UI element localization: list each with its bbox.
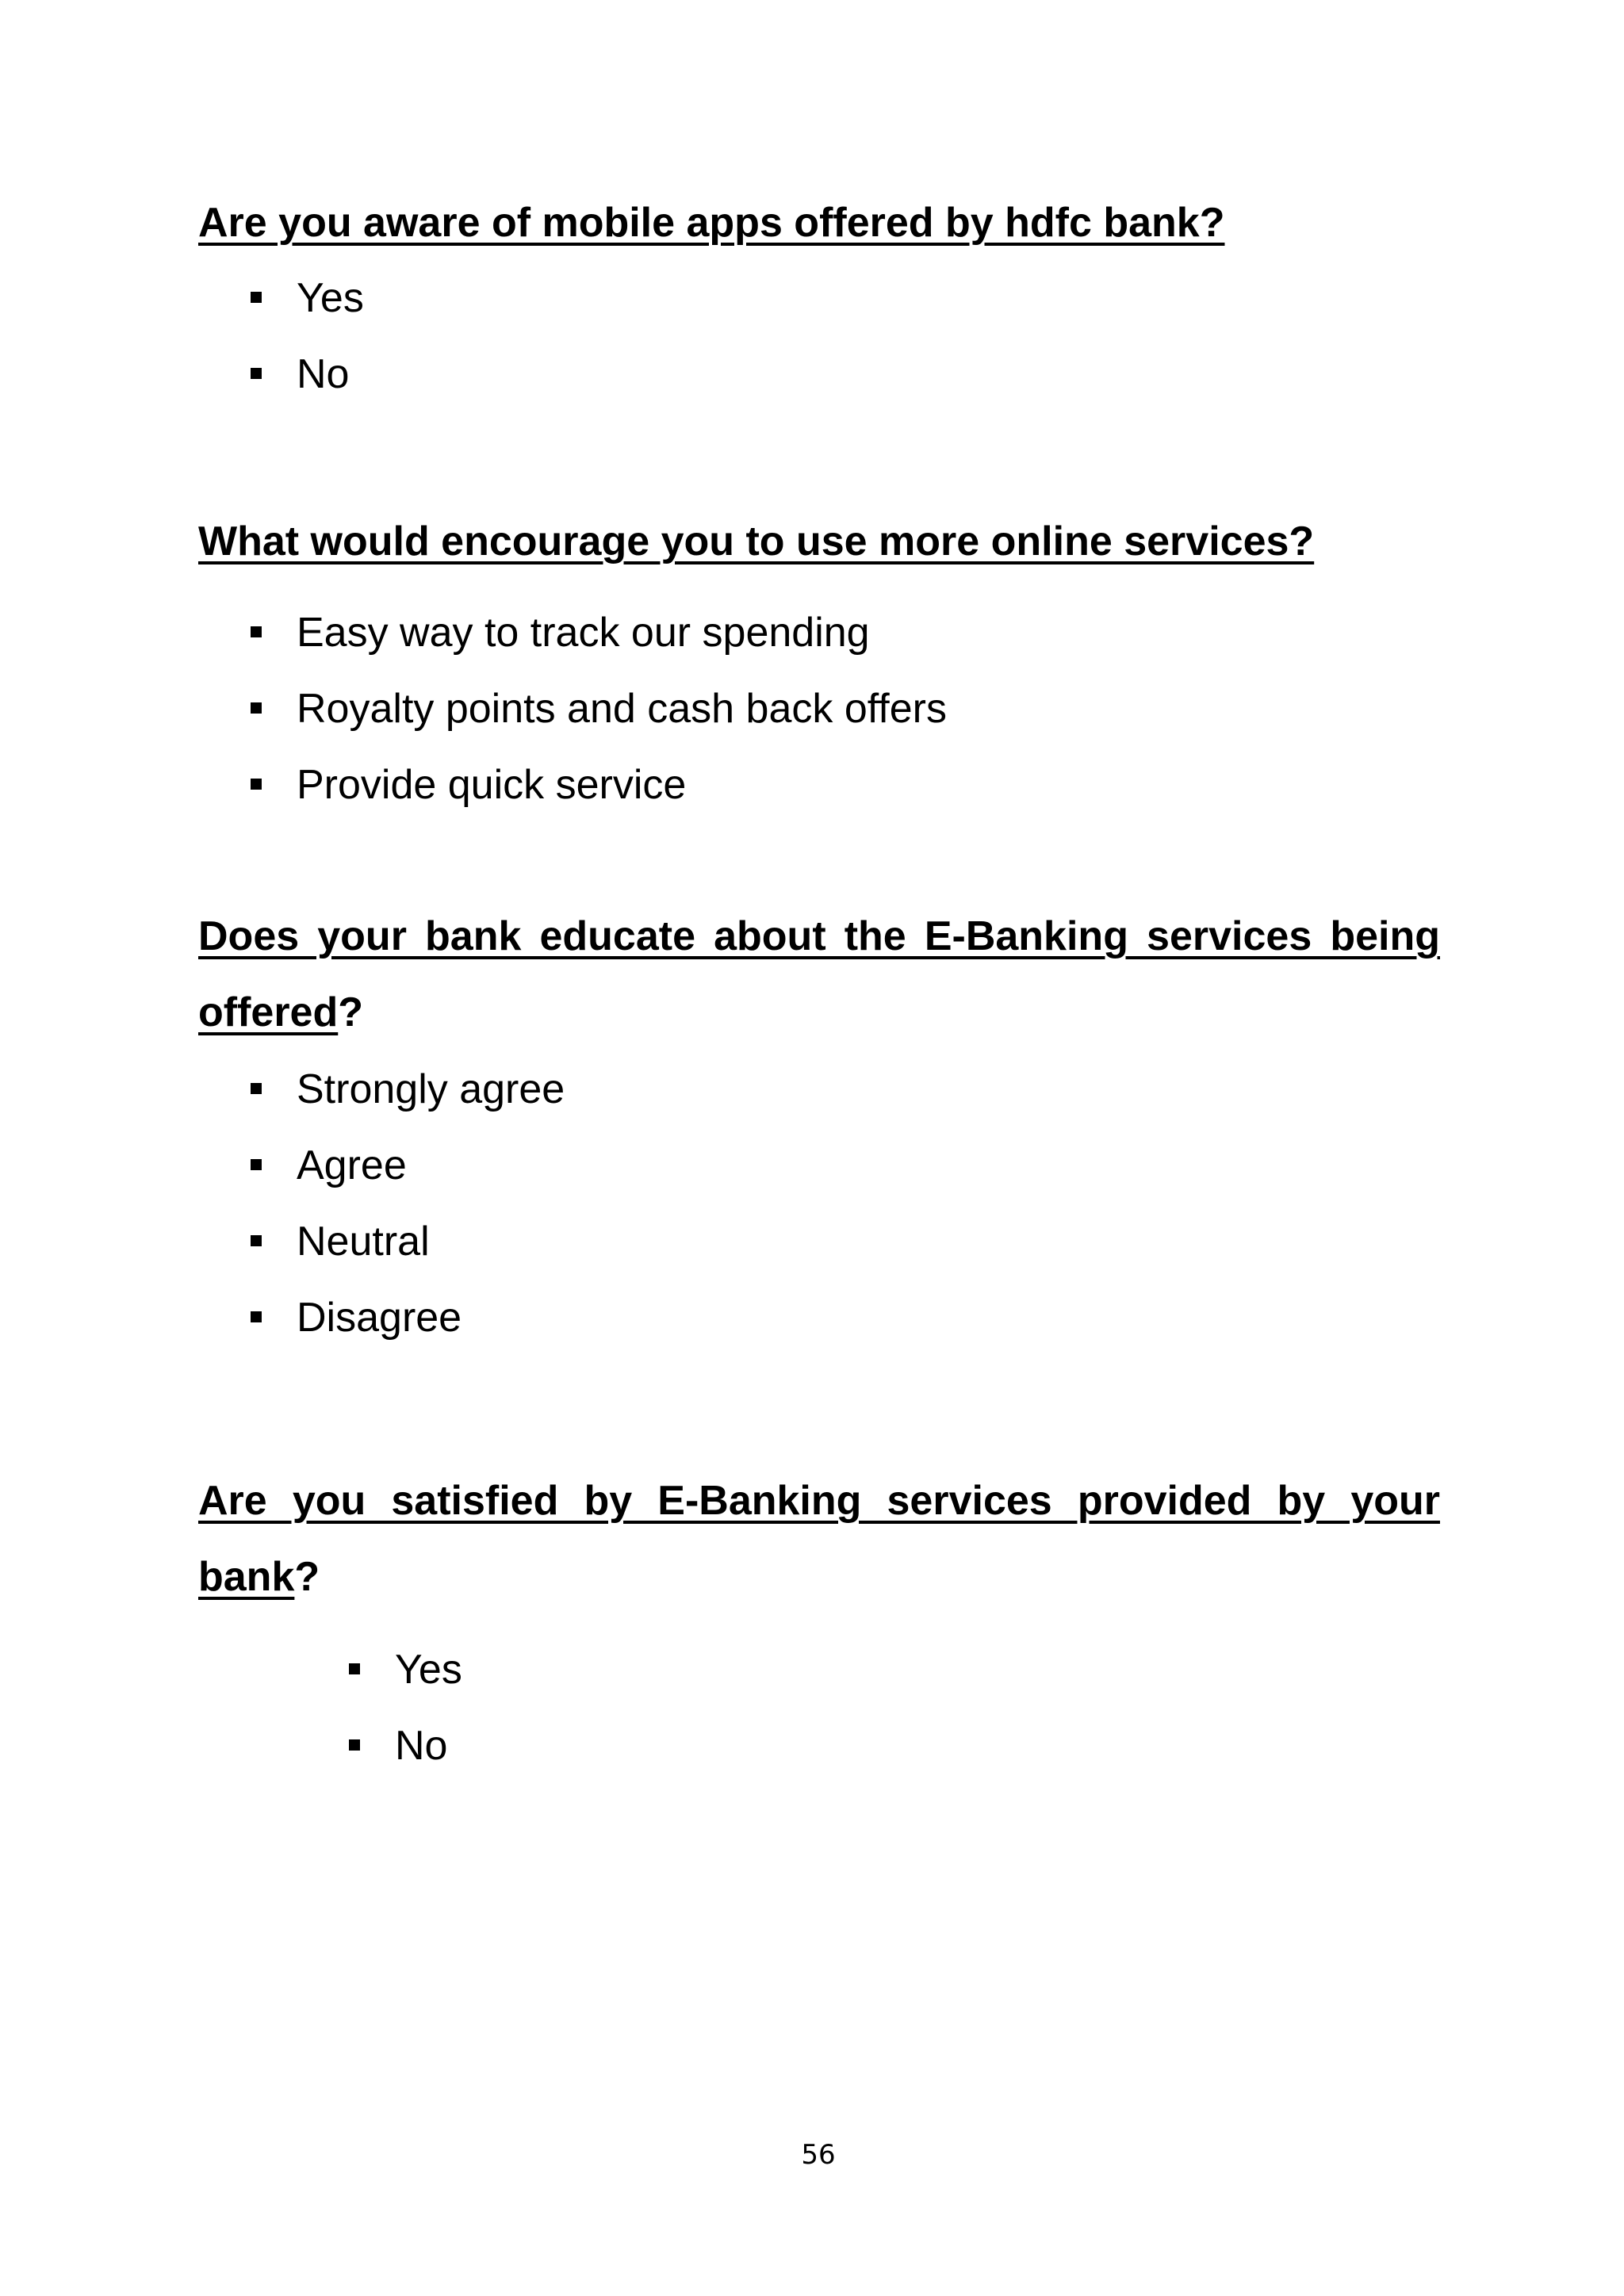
option-label: No [395, 1723, 448, 1769]
question-3-suffix: ? [338, 989, 364, 1035]
square-bullet-icon [251, 779, 262, 790]
square-bullet-icon [251, 1311, 262, 1322]
option-label: Provide quick service [297, 762, 687, 808]
option-label: Easy way to track our spending [297, 610, 870, 656]
square-bullet-icon [251, 702, 262, 714]
option-label: Neutral [297, 1219, 430, 1265]
question-1-options [198, 260, 364, 412]
option-label: Yes [395, 1647, 462, 1693]
list-item [198, 1051, 565, 1127]
question-2-heading [198, 503, 1440, 580]
question-4-suffix: ? [294, 1554, 320, 1600]
square-bullet-icon [251, 292, 262, 303]
question-4-text: Are you satisfied by E-Banking services provided by your bank [198, 1478, 1440, 1600]
square-bullet-icon [349, 1739, 360, 1751]
square-bullet-icon [251, 1159, 262, 1170]
option-label: Strongly agree [297, 1066, 565, 1112]
list-item [198, 1203, 565, 1280]
page-number: 56 [801, 2139, 836, 2171]
question-4-heading [198, 1463, 1440, 1615]
list-item [297, 1708, 462, 1784]
option-label: Yes [297, 275, 364, 321]
list-item [198, 1127, 565, 1203]
list-item [198, 260, 364, 336]
square-bullet-icon [251, 1083, 262, 1094]
list-item [198, 747, 947, 823]
square-bullet-icon [349, 1663, 360, 1674]
question-1-heading [198, 185, 1440, 261]
option-label: Royalty points and cash back offers [297, 686, 947, 732]
question-3-heading [198, 898, 1440, 1050]
question-2-options [198, 595, 947, 823]
question-2-text: What would encourage you to use more online services? [198, 519, 1315, 564]
option-label: Disagree [297, 1295, 462, 1341]
option-label: No [297, 351, 350, 397]
square-bullet-icon [251, 1235, 262, 1246]
list-item [198, 336, 364, 412]
list-item [198, 1280, 565, 1356]
question-4-options [297, 1632, 462, 1784]
question-3-text: Does your bank educate about the E-Banking services being offered [198, 913, 1440, 1035]
square-bullet-icon [251, 368, 262, 379]
list-item [297, 1632, 462, 1708]
option-label: Agree [297, 1142, 407, 1188]
question-1-text: Are you aware of mobile apps offered by hdfc bank? [198, 200, 1225, 246]
question-3-options [198, 1051, 565, 1356]
square-bullet-icon [251, 626, 262, 637]
list-item [198, 595, 947, 671]
list-item [198, 671, 947, 747]
